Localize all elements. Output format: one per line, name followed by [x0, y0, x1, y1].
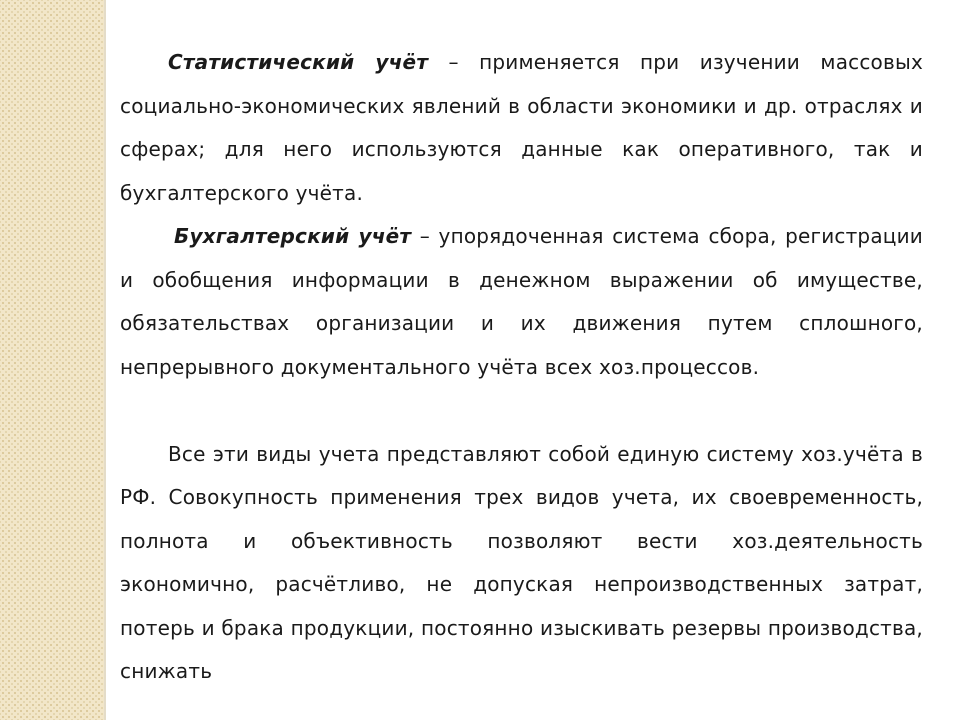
- paragraph-unified-system: [120, 433, 923, 694]
- paragraph-bookkeeping: [120, 215, 923, 389]
- side-divider: [104, 0, 106, 720]
- paragraph-statistical-accounting: [120, 41, 923, 215]
- slide-text-body: [120, 41, 923, 694]
- definition-bookkeeping: – упорядоченная система сбора, регистрации и обобщения информации в денежном выражении об имуществе, обязательствах организации и их движения путем сплошного, непрерывного документального учёта всех хоз.процессов.: [120, 224, 923, 379]
- decorative-side-band: [0, 0, 104, 720]
- term-bookkeeping: Бухгалтерский учёт: [174, 224, 412, 248]
- definition-statistical-accounting: – применяется при изучении массовых социально-экономических явлений в области экономики и др. отраслях и сферах; для него используются данные как оперативного, так и бухгалтерского учёта.: [120, 50, 923, 205]
- unified-system-text: Все эти виды учета представляют собой единую систему хоз.учёта в РФ. Совокупность применения трех видов учета, их своевременность, полнота и объективность позволяют вести хоз.деятельность экономично, расчётливо, не допуская непроизводственных затрат, потерь и брака продукции, постоянно изыскивать резервы производства, снижать: [120, 441, 923, 683]
- term-statistical-accounting: Статистический учёт: [168, 50, 429, 74]
